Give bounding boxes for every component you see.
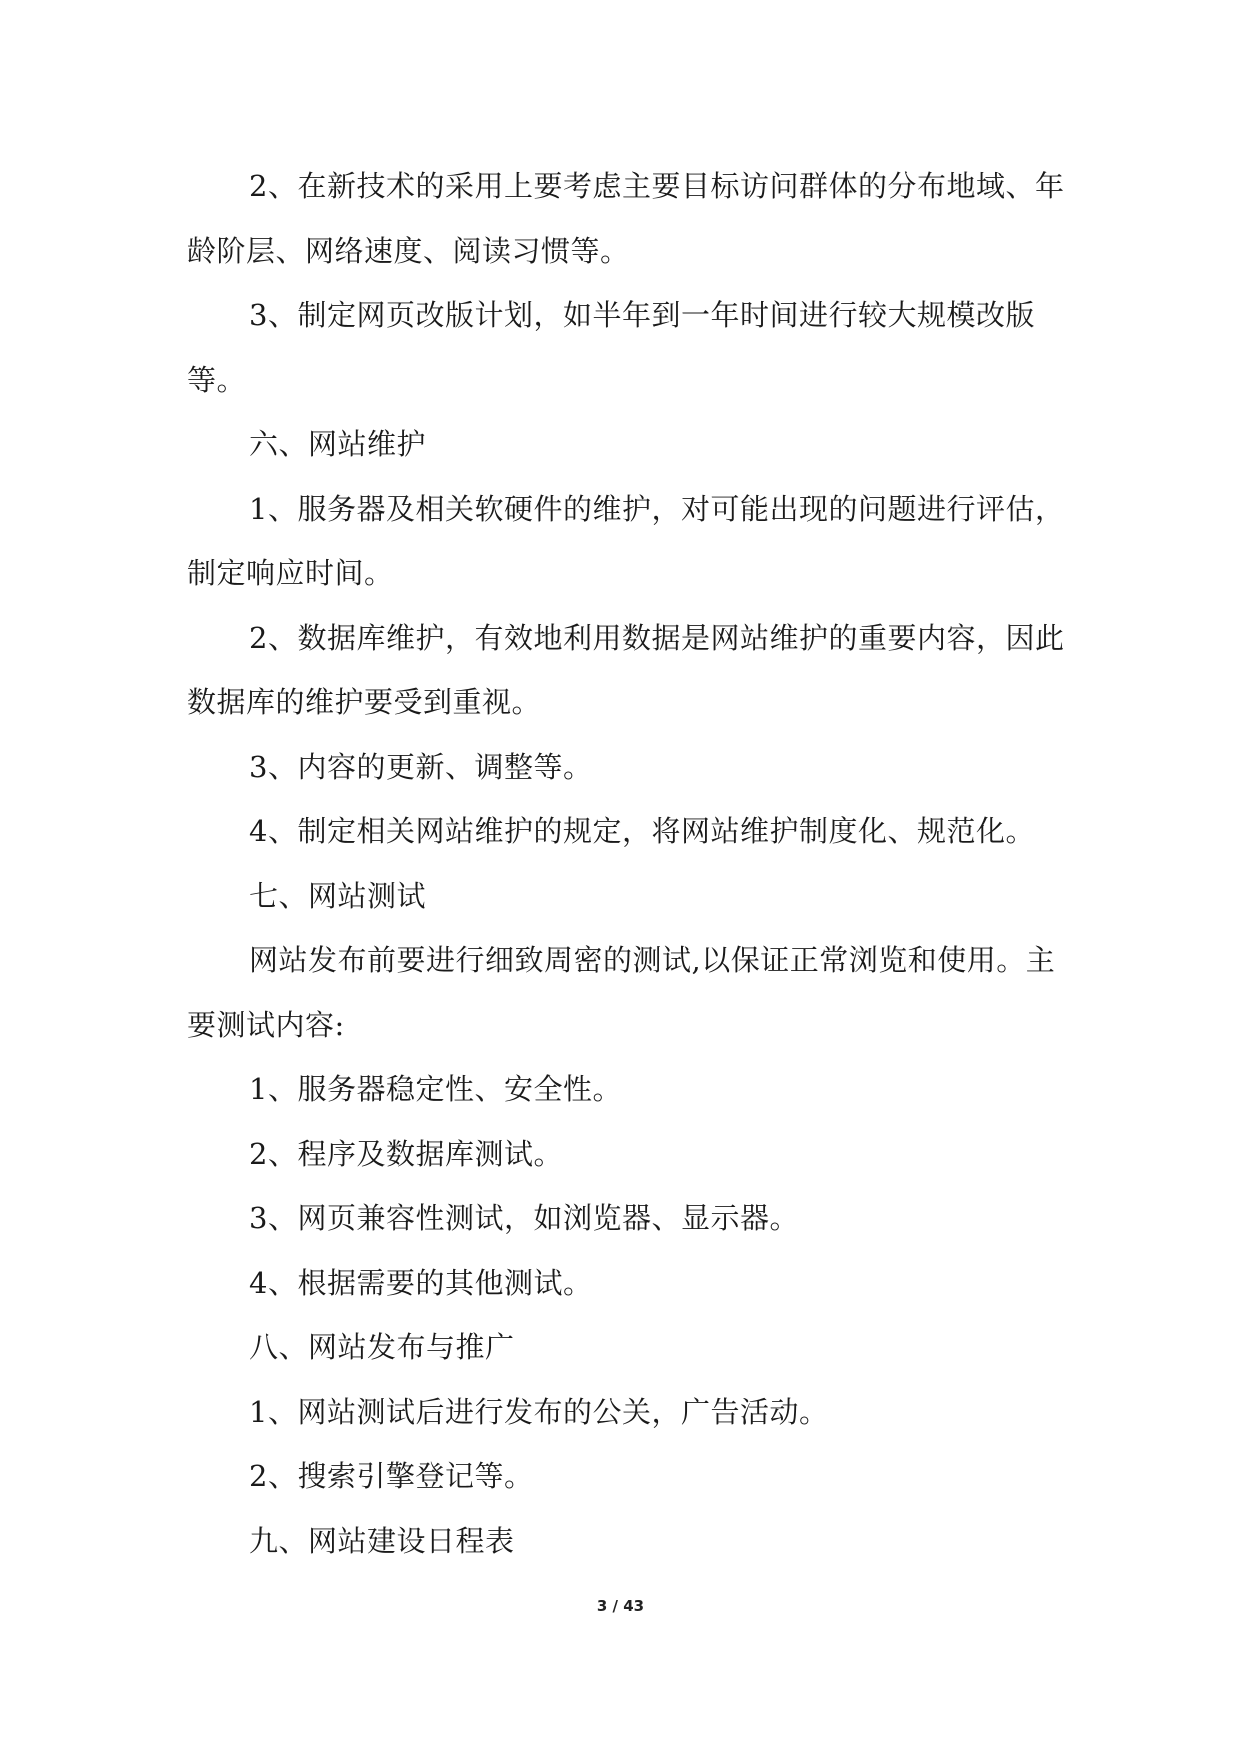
page-number: 3 / 43 xyxy=(596,1597,645,1615)
section-heading-schedule: 九、网站建设日程表 xyxy=(249,1523,515,1558)
paragraph-search-engine: 2、搜索引擎登记等。 xyxy=(249,1459,534,1493)
paragraph-database-maintenance: 2、数据库维护，有效地利用数据是网站维护的重要内容，因此数据库的维护要受到重视。 xyxy=(187,620,1065,719)
paragraph-other-testing: 4、根据需要的其他测试。 xyxy=(249,1265,593,1300)
section-heading-publish: 八、网站发布与推广 xyxy=(249,1330,515,1364)
paragraph-redesign-plan: 3、制定网页改版计划，如半年到一年时间进行较大规模改版等。 xyxy=(187,298,1035,397)
paragraph-maintenance-rules: 4、制定相关网站维护的规定，将网站维护制度化、规范化。 xyxy=(249,814,1035,848)
section-heading-testing: 七、网站测试 xyxy=(249,878,427,913)
paragraph-tech-adoption: 2、在新技术的采用上要考虑主要目标访问群体的分布地域、年龄阶层、网络速度、阅读习惯等。 xyxy=(187,169,1065,268)
document-body xyxy=(187,154,1067,1573)
paragraph-compatibility-testing: 3、网页兼容性测试，如浏览器、显示器。 xyxy=(249,1201,799,1235)
paragraph-server-maintenance: 1、服务器及相关软硬件的维护，对可能出现的问题进行评估，制定响应时间。 xyxy=(187,491,1065,590)
paragraph-content-update: 3、内容的更新、调整等。 xyxy=(249,749,593,784)
paragraph-program-testing: 2、程序及数据库测试。 xyxy=(249,1136,563,1171)
paragraph-server-stability: 1、服务器稳定性、安全性。 xyxy=(249,1072,622,1106)
paragraph-testing-intro: 网站发布前要进行细致周密的测试,以保证正常浏览和使用。主要测试内容: xyxy=(187,943,1056,1042)
paragraph-publish-pr: 1、网站测试后进行发布的公关，广告活动。 xyxy=(249,1394,829,1429)
section-heading-maintenance: 六、网站维护 xyxy=(249,427,427,461)
